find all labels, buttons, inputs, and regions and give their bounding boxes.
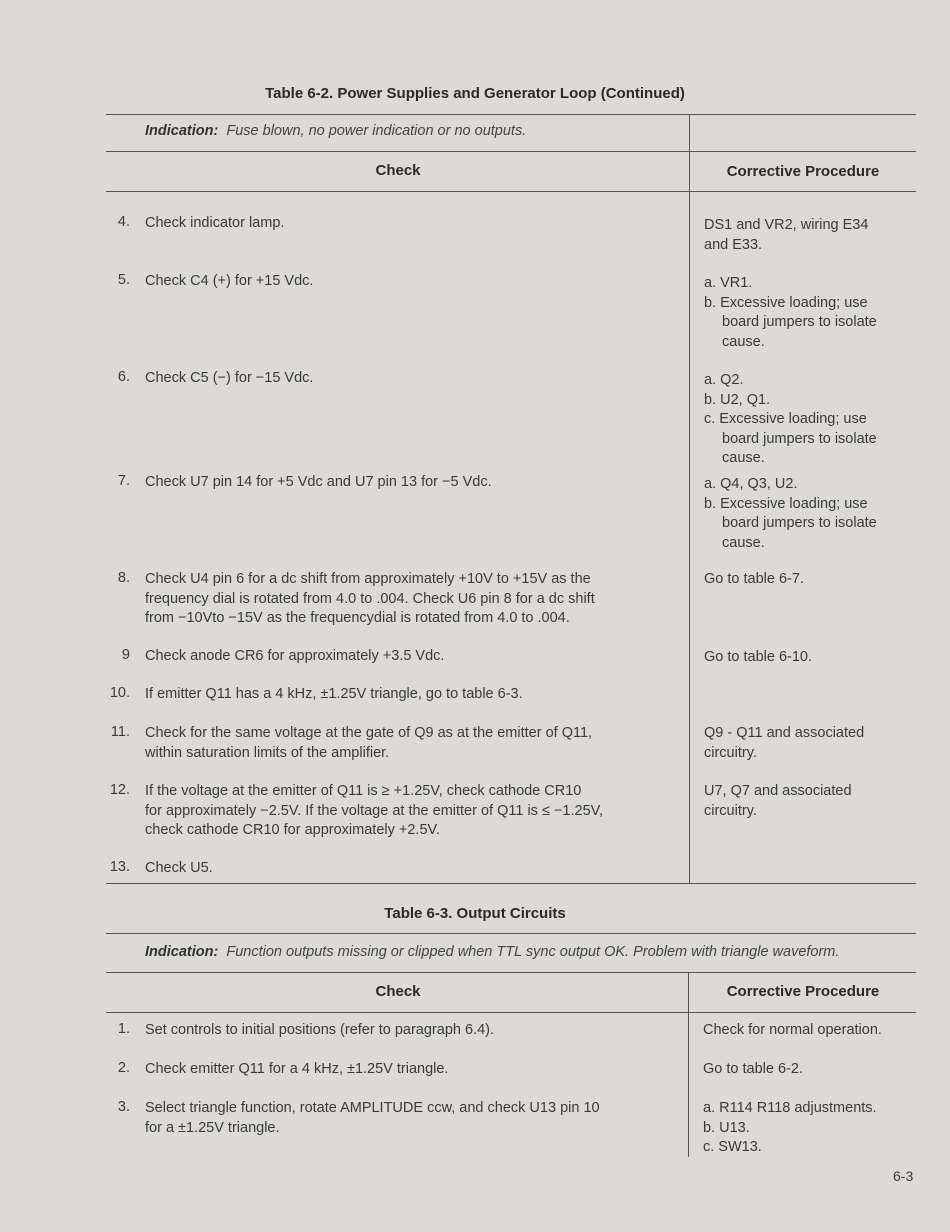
corrective-procedure — [704, 570, 916, 590]
check-text — [145, 473, 492, 493]
check-line: Select triangle function, rotate AMPLITUDE ccw, and check U13 pin 10 — [145, 1100, 600, 1116]
check-line: If emitter Q11 has a 4 kHz, ±1.25V triangle, go to table 6-3. — [145, 686, 523, 702]
step-number: 3. — [117, 1099, 130, 1115]
rule — [106, 883, 916, 884]
procedure-line: a. R114 R118 adjustments. — [703, 1100, 877, 1116]
check-text — [145, 859, 213, 879]
check-line: Check U4 pin 6 for a dc shift from approximately +10V to +15V as the — [145, 571, 591, 587]
check-text — [145, 782, 603, 841]
table-6-2-title: Table 6-2. Power Supplies and Generator Loop (Continued) — [265, 85, 685, 102]
procedure-line: cause. — [722, 450, 765, 466]
check-text — [145, 685, 523, 705]
check-text — [145, 369, 313, 389]
procedure-line: a. Q4, Q3, U2. — [704, 476, 798, 492]
corrective-procedure — [703, 1021, 915, 1041]
check-line: Check emitter Q11 for a 4 kHz, ±1.25V triangle. — [145, 1061, 449, 1077]
procedure-line: c. Excessive loading; use — [704, 411, 867, 427]
procedure-line: b. U2, Q1. — [704, 391, 771, 408]
procedure-line: b. Excessive loading; use — [704, 294, 868, 311]
procedure-line: Q9 - Q11 and associated — [704, 725, 865, 741]
procedure-line: and E33. — [704, 236, 763, 253]
check-line: Check C5 (−) for −15 Vdc. — [145, 370, 314, 386]
rule — [106, 972, 916, 973]
check-text — [145, 647, 444, 667]
rule — [106, 1012, 916, 1013]
check-line: for approximately −2.5V. If the voltage at the emitter of Q11 is ≤ −1.25V, — [145, 802, 603, 819]
table-6-3-title: Table 6-3. Output Circuits — [384, 905, 566, 922]
procedure-line: Check for normal operation. — [703, 1022, 882, 1038]
check-line: Check for the same voltage at the gate of Q9 as at the emitter of Q11, — [145, 725, 593, 741]
check-text — [145, 272, 313, 292]
step-number: 2. — [117, 1060, 130, 1076]
step-number: 1. — [117, 1021, 130, 1037]
procedure-line: Go to table 6-2. — [703, 1061, 803, 1077]
step-number: 7. — [117, 473, 130, 489]
indication-label: Indication: — [145, 123, 219, 139]
indication-text: Fuse blown, no power indication or no outputs. — [226, 123, 527, 139]
rule — [106, 114, 916, 115]
step-number: 11. — [110, 724, 130, 740]
step-number: 4. — [117, 214, 130, 230]
step-number: 10. — [109, 685, 130, 701]
check-text — [145, 214, 284, 234]
step-number: 9 — [121, 647, 130, 663]
column-divider — [689, 114, 690, 884]
procedure-line: DS1 and VR2, wiring E34 — [704, 217, 869, 233]
check-line: for a ±1.25V triangle. — [145, 1119, 280, 1136]
step-number: 6. — [117, 369, 130, 385]
check-text — [145, 1060, 448, 1080]
indication-text: Function outputs missing or clipped when TTL sync output OK. Problem with triangle waveform. — [226, 944, 840, 960]
check-line: Check U7 pin 14 for +5 Vdc and U7 pin 13 for −5 Vdc. — [145, 474, 492, 490]
check-text — [145, 724, 592, 763]
check-line: check cathode CR10 for approximately +2.5V. — [145, 822, 440, 838]
check-line: Set controls to initial positions (refer to paragraph 6.4). — [145, 1022, 494, 1038]
col-header-corrective-procedure: Corrective Procedure — [726, 983, 880, 1000]
col-header-check: Check — [375, 983, 421, 1000]
corrective-procedure — [704, 371, 916, 469]
check-line: within saturation limits of the amplifier. — [145, 744, 390, 761]
procedure-line: board jumpers to isolate — [722, 515, 877, 531]
step-number: 12. — [109, 782, 130, 798]
rule — [106, 933, 916, 934]
procedure-line: b. Excessive loading; use — [704, 495, 868, 512]
check-line: Check U5. — [145, 860, 213, 876]
check-line: Check indicator lamp. — [145, 215, 285, 231]
check-line: If the voltage at the emitter of Q11 is ≥ +1.25V, check cathode CR10 — [145, 783, 582, 799]
procedure-line: Go to table 6-10. — [704, 649, 813, 665]
check-line: frequency dial is rotated from 4.0 to .004. Check U6 pin 8 for a dc shift — [145, 590, 595, 607]
corrective-procedure — [704, 724, 916, 763]
check-line: Check C4 (+) for +15 Vdc. — [145, 273, 314, 289]
step-number: 13. — [109, 859, 130, 875]
col-header-check: Check — [375, 162, 421, 179]
indication-line — [145, 944, 839, 960]
corrective-procedure — [704, 274, 916, 352]
rule — [106, 151, 916, 152]
procedure-line: Go to table 6-7. — [704, 571, 804, 587]
corrective-procedure — [703, 1060, 915, 1080]
procedure-line: c. SW13. — [703, 1139, 762, 1155]
column-divider — [688, 972, 689, 1157]
check-line: Check anode CR6 for approximately +3.5 Vdc. — [145, 648, 445, 664]
corrective-procedure — [704, 216, 916, 255]
corrective-procedure — [704, 782, 916, 821]
procedure-line: circuitry. — [704, 802, 757, 819]
corrective-procedure — [704, 648, 916, 668]
procedure-line: circuitry. — [704, 744, 757, 761]
step-number: 5. — [117, 272, 130, 288]
procedure-line: board jumpers to isolate — [722, 430, 877, 447]
step-number: 8. — [117, 570, 130, 586]
corrective-procedure — [704, 475, 916, 553]
procedure-line: cause. — [722, 534, 765, 551]
col-header-corrective-procedure: Corrective Procedure — [726, 163, 880, 180]
procedure-line: cause. — [722, 333, 765, 350]
check-text — [145, 1021, 494, 1041]
corrective-procedure — [703, 1099, 915, 1158]
procedure-line: U7, Q7 and associated — [704, 783, 852, 799]
procedure-line: a. Q2. — [704, 372, 744, 388]
check-text — [145, 1099, 600, 1138]
page-number: 6-3 — [893, 1168, 914, 1184]
rule — [106, 191, 916, 192]
indication-line — [145, 123, 526, 139]
indication-label: Indication: — [145, 944, 219, 960]
procedure-line: b. U13. — [703, 1119, 750, 1136]
procedure-line: a. VR1. — [704, 275, 753, 291]
procedure-line: board jumpers to isolate — [722, 314, 877, 330]
check-text — [145, 570, 595, 629]
check-line: from −10Vto −15V as the frequencydial is rotated from 4.0 to .004. — [145, 610, 570, 626]
